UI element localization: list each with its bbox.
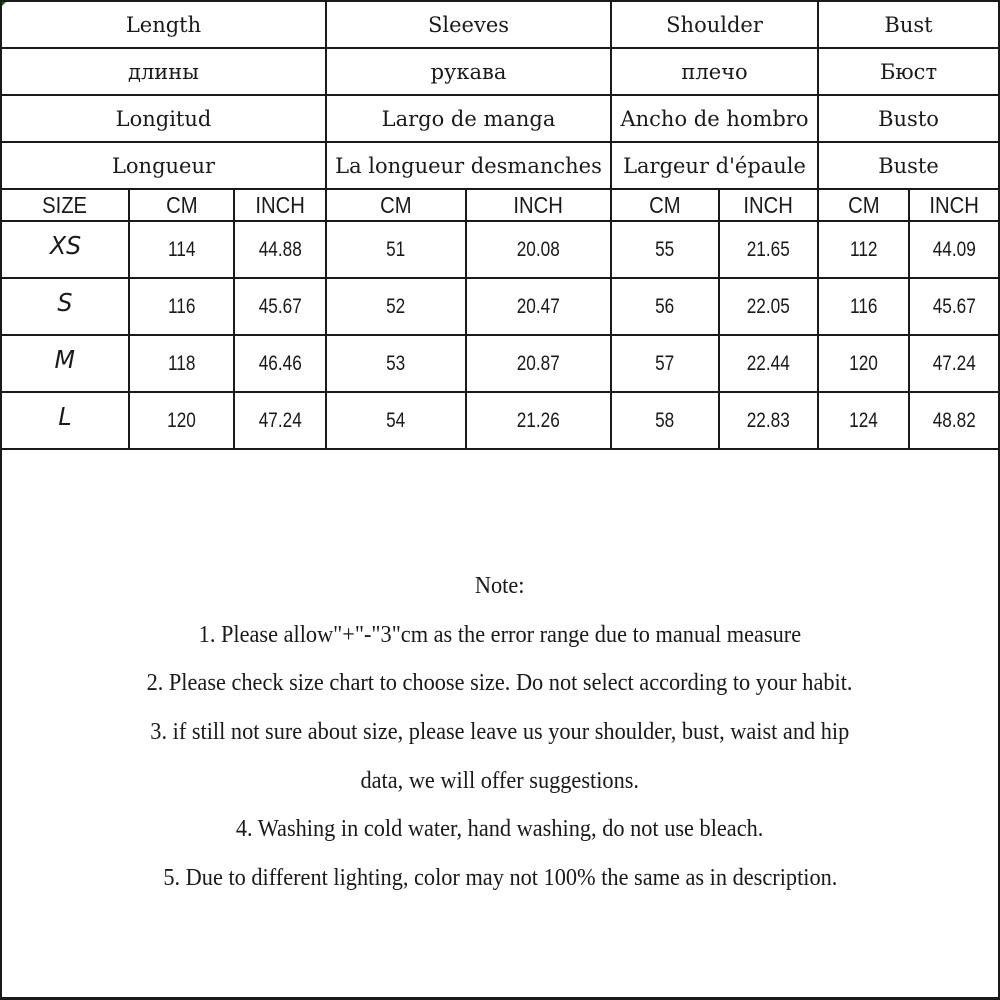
shoulder-inch-cell: 22.83 (719, 392, 818, 449)
notes-title: Note: (475, 573, 525, 599)
shoulder-inch-cell: 22.44 (719, 335, 818, 392)
header-length-fr: Longueur (1, 142, 326, 189)
bust-inch-cell: 44.09 (909, 221, 999, 278)
header-length: Length (1, 1, 326, 48)
length-cm-cell: 120 (129, 392, 234, 449)
header-shoulder-ru: плечо (611, 48, 818, 95)
sleeves-cm-cell: 52 (326, 278, 466, 335)
bust-inch-header: INCH (909, 189, 999, 221)
sleeves-inch-cell: 20.87 (466, 335, 611, 392)
header-row-russian (1, 48, 999, 95)
header-row-english (1, 1, 999, 48)
header-bust: Bust (818, 1, 999, 48)
note-line-4: 4. Washing in cold water, hand washing, do not use bleach. (236, 816, 764, 843)
sleeves-inch-header: INCH (466, 189, 611, 221)
size-column-header: SIZE (1, 189, 129, 221)
size-cell: L (1, 392, 129, 449)
table-row-xs (1, 221, 999, 278)
header-sleeves: Sleeves (326, 1, 611, 48)
header-bust-fr: Buste (818, 142, 999, 189)
sleeves-cm-cell: 54 (326, 392, 466, 449)
bust-cm-cell: 124 (818, 392, 909, 449)
header-bust-es: Busto (818, 95, 999, 142)
unit-header-row (1, 189, 999, 221)
bust-cm-cell: 116 (818, 278, 909, 335)
shoulder-inch-cell: 21.65 (719, 221, 818, 278)
size-chart-table (0, 0, 1000, 450)
length-inch-cell: 45.67 (234, 278, 326, 335)
header-length-ru: длины (1, 48, 326, 95)
length-inch-cell: 44.88 (234, 221, 326, 278)
header-shoulder-es: Ancho de hombro (611, 95, 818, 142)
table-row-m (1, 335, 999, 392)
length-cm-cell: 116 (129, 278, 234, 335)
shoulder-inch-cell: 22.05 (719, 278, 818, 335)
bust-cm-cell: 120 (818, 335, 909, 392)
header-length-es: Longitud (1, 95, 326, 142)
header-sleeves-ru: рукава (326, 48, 611, 95)
header-row-spanish (1, 95, 999, 142)
length-cm-header: CM (129, 189, 234, 221)
bust-cm-cell: 112 (818, 221, 909, 278)
sleeves-inch-cell: 21.26 (466, 392, 611, 449)
size-cell: S (1, 278, 129, 335)
notes-section (0, 566, 1000, 907)
size-cell: XS (1, 221, 129, 278)
note-line-2: 2. Please check size chart to choose size. Do not select according to your habit. (147, 670, 853, 697)
length-inch-header: INCH (234, 189, 326, 221)
length-cm-cell: 114 (129, 221, 234, 278)
header-shoulder-fr: Largeur d'épaule (611, 142, 818, 189)
bust-cm-header: CM (818, 189, 909, 221)
table-row-s (1, 278, 999, 335)
note-line-3-continued: data, we will offer suggestions. (360, 767, 640, 794)
note-line-1: 1. Please allow"+"-"3"cm as the error range due to manual measure (198, 621, 802, 648)
header-sleeves-es: Largo de manga (326, 95, 611, 142)
shoulder-cm-cell: 58 (611, 392, 719, 449)
header-sleeves-fr: La longueur desmanches (326, 142, 611, 189)
sleeves-inch-cell: 20.08 (466, 221, 611, 278)
shoulder-inch-header: INCH (719, 189, 818, 221)
header-row-french (1, 142, 999, 189)
shoulder-cm-cell: 56 (611, 278, 719, 335)
length-inch-cell: 47.24 (234, 392, 326, 449)
bust-inch-cell: 47.24 (909, 335, 999, 392)
size-cell: M (1, 335, 129, 392)
note-line-3: 3. if still not sure about size, please leave us your shoulder, bust, waist and hip (150, 719, 850, 746)
header-shoulder: Shoulder (611, 1, 818, 48)
length-inch-cell: 46.46 (234, 335, 326, 392)
shoulder-cm-cell: 55 (611, 221, 719, 278)
sleeves-cm-cell: 51 (326, 221, 466, 278)
bust-inch-cell: 45.67 (909, 278, 999, 335)
length-cm-cell: 118 (129, 335, 234, 392)
note-line-5: 5. Due to different lighting, color may not 100% the same as in description. (162, 865, 837, 892)
shoulder-cm-cell: 57 (611, 335, 719, 392)
bust-inch-cell: 48.82 (909, 392, 999, 449)
header-bust-ru: Бюст (818, 48, 999, 95)
sleeves-cm-cell: 53 (326, 335, 466, 392)
sleeves-cm-header: CM (326, 189, 466, 221)
shoulder-cm-header: CM (611, 189, 719, 221)
sleeves-inch-cell: 20.47 (466, 278, 611, 335)
table-row-l (1, 392, 999, 449)
